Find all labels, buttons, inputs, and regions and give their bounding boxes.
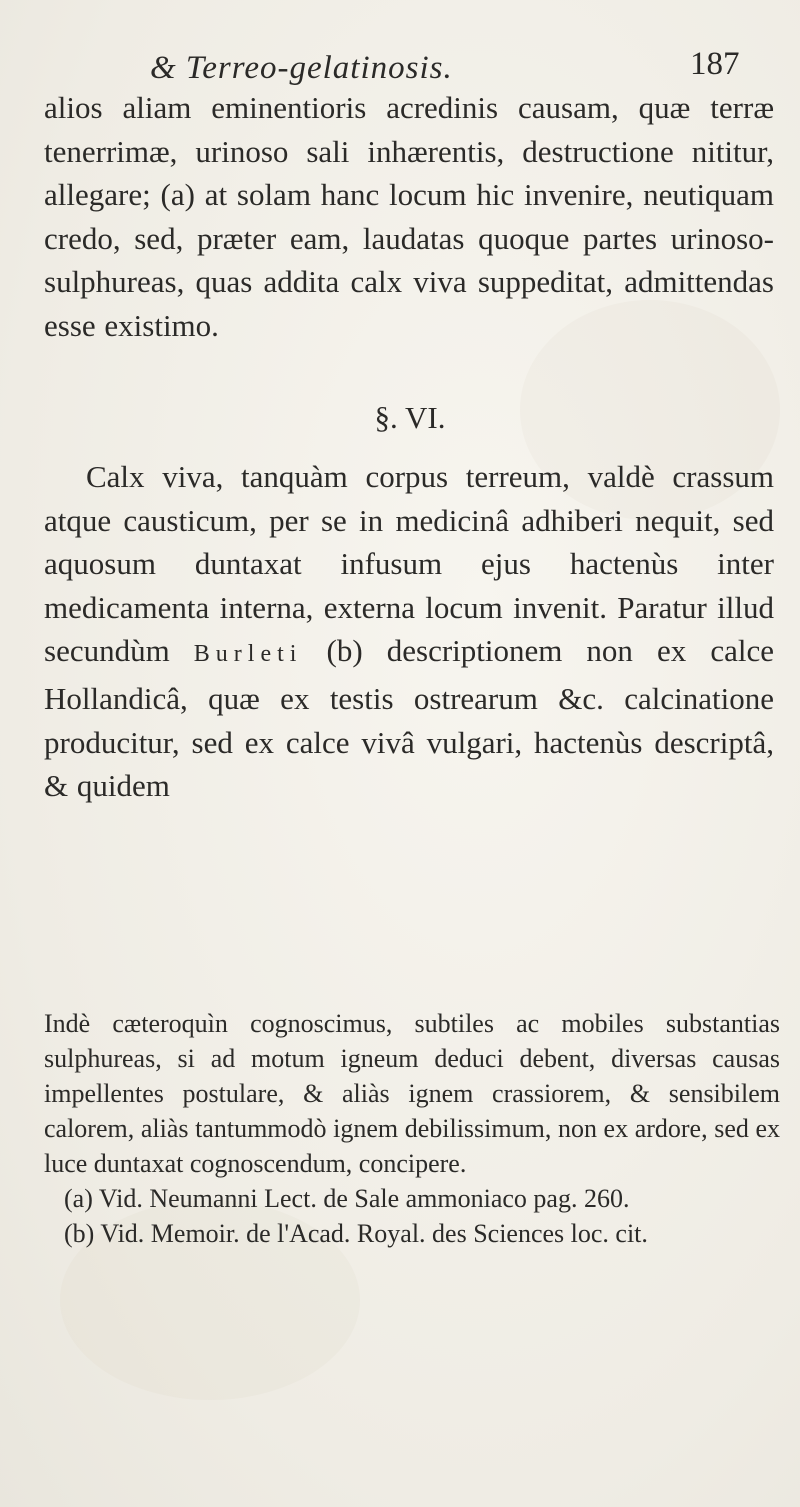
notes-block [44,1006,780,1251]
paragraph-1 [44,86,774,348]
footnote-a-marker: (a) [64,1184,93,1213]
running-head: & Terreo-gelatinosis. [150,50,453,86]
note-lead-text: Indè cæteroquìn cognoscimus, subtiles ac mobiles substantias sulphureas, si ad motum igneum deduci debent, diversas causas impellentes postulare, & aliàs ignem crassiorem, & sensibilem calorem, aliàs tantummodò ignem debilissimum, non ex ardore, sed ex luce duntaxat cognoscendum, concipere. [44,1009,780,1178]
footnote-a [44,1181,780,1216]
paragraph-2-after: (b) descriptionem non ex calce Hollandicâ, quæ ex testis ostrearum &c. calcinatione producitur, sed ex calce vivâ vulgari, hactenùs descriptâ, & quidem [44,633,774,804]
paragraph-2-before: Calx viva, tanquàm corpus terreum, valdè crassum atque causticum, per se in medicinâ adhiberi nequit, sed aquosum duntaxat infusum ejus hactenùs inter medicamenta interna, externa locum invenit. Paratur illud secundùm [44,459,774,669]
footnote-b [44,1216,780,1251]
footnote-b-marker: (b) [64,1219,95,1248]
footnote-b-text: Vid. Memoir. de l'Acad. Royal. des Sciences loc. cit. [100,1219,648,1248]
paragraph-2 [44,455,774,808]
page-header [0,40,800,90]
footnote-a-text: Vid. Neumanni Lect. de Sale ammoniaco pag. 260. [98,1184,630,1213]
paragraph-2-text [44,455,774,808]
paragraph-1-text: alios aliam eminentioris acredinis causam, quæ terræ tenerrimæ, urinoso sali inhærentis, destructione nititur, allegare; (a) at solam hanc locum hic invenire, neutiquam credo, sed, præter eam, laudatas quoque partes urinoso-sulphureas, quas addita calx viva suppeditat, admittendas esse existimo. [44,90,774,343]
author-name: Burleti [193,641,303,668]
page-number: 187 [690,46,740,82]
section-heading: §. VI. [374,400,446,435]
